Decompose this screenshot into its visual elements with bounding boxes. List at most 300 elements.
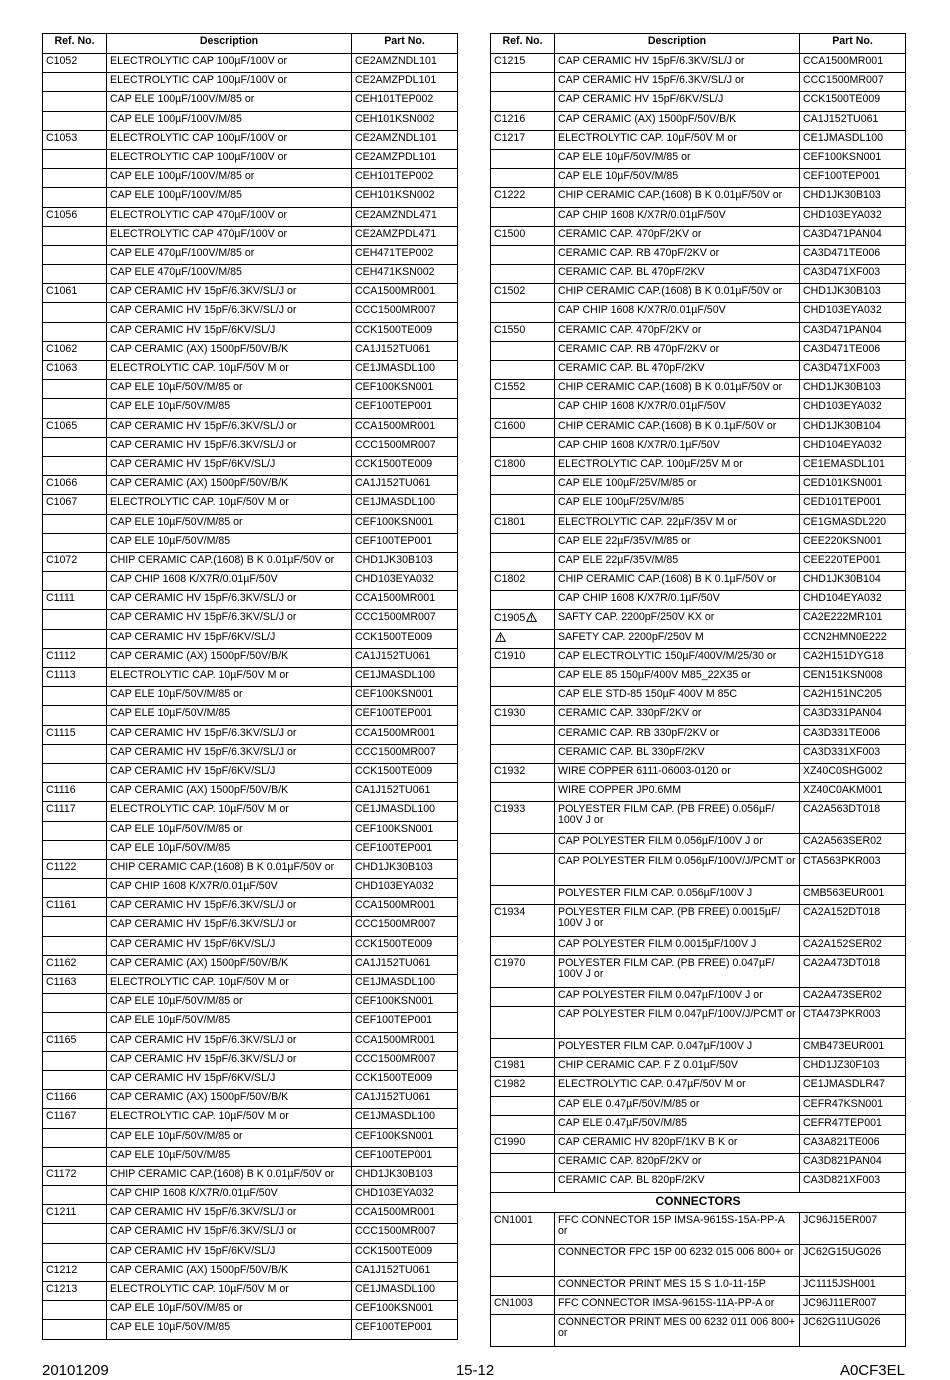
part-no-text: JC96J15ER007 <box>803 1213 878 1226</box>
description-cell <box>555 284 800 303</box>
ref-no-cell <box>491 418 555 437</box>
warning-triangle-icon <box>495 632 506 642</box>
part-no-cell <box>800 149 906 168</box>
part-no-text: CTA473PKR003 <box>803 1008 881 1021</box>
table-row <box>43 514 458 533</box>
table-row <box>43 361 458 380</box>
part-no-cell <box>352 1262 458 1281</box>
ref-no-cell <box>491 226 555 245</box>
description-cell <box>555 725 800 744</box>
part-no-cell <box>352 975 458 994</box>
description-text: CAP ELE 100µF/100V/M/85 <box>110 189 242 202</box>
ref-no-text: C1063 <box>46 362 78 374</box>
part-no-text: CA1J152TU061 <box>355 477 431 490</box>
description-text: CAP ELE 0.47µF/50V/M/85 or <box>558 1097 700 1110</box>
description-text: CAP ELE 22µF/35V/M/85 <box>558 553 679 566</box>
part-no-cell <box>800 904 906 936</box>
part-no-cell <box>352 245 458 264</box>
table-row <box>491 1058 906 1077</box>
part-no-text: JC62G15UG026 <box>803 1245 882 1258</box>
part-no-cell <box>800 456 906 475</box>
part-no-text: CA2H151DYG18 <box>803 649 884 662</box>
description-cell <box>107 111 352 130</box>
ref-no-cell <box>491 834 555 853</box>
part-no-text: CCK1500TE009 <box>355 323 433 336</box>
ref-no-cell <box>43 92 107 111</box>
ref-no-cell <box>491 514 555 533</box>
description-cell <box>555 418 800 437</box>
parts-table-left <box>42 33 458 1340</box>
description-text: ELECTROLYTIC CAP. 10µF/50V M or <box>110 1110 289 1123</box>
part-no-cell <box>352 552 458 571</box>
part-no-text: CTA563PKR003 <box>803 854 881 867</box>
ref-no-cell <box>491 380 555 399</box>
ref-no-cell <box>43 399 107 418</box>
description-cell <box>555 92 800 111</box>
table-row <box>491 987 906 1006</box>
table-row <box>491 1276 906 1295</box>
table-row <box>43 380 458 399</box>
part-no-cell <box>800 92 906 111</box>
table-row <box>43 687 458 706</box>
part-no-text: CCC1500MR007 <box>803 74 884 87</box>
description-cell <box>107 1013 352 1032</box>
description-text: CAP ELE 10µF/50V/M/85 <box>110 707 231 720</box>
connectors-section <box>491 1192 906 1212</box>
part-no-cell <box>800 725 906 744</box>
ref-no-cell <box>491 1115 555 1134</box>
description-cell <box>107 188 352 207</box>
description-text: CAP ELE 10µF/50V/M/85 or <box>110 688 243 701</box>
table-row <box>43 648 458 667</box>
description-text: CERAMIC CAP. RB 330pF/2KV or <box>558 726 720 739</box>
part-no-text: CE1JMASDL100 <box>355 1283 436 1295</box>
description-text: CAP CHIP 1608 K/X7R/0.01µF/50V <box>558 208 726 221</box>
part-no-text: CA3D471XF003 <box>803 362 881 374</box>
description-cell <box>107 994 352 1013</box>
part-no-cell <box>800 245 906 264</box>
table-row <box>43 1262 458 1281</box>
description-text: ELECTROLYTIC CAP. 10µF/50V M or <box>110 976 289 988</box>
part-no-text: CEF100TEP001 <box>355 707 433 720</box>
description-text: CERAMIC CAP. BL 820pF/2KV <box>558 1174 705 1187</box>
ref-no-cell <box>491 1096 555 1115</box>
ref-no-cell <box>491 1212 555 1244</box>
description-cell <box>555 1276 800 1295</box>
table-row <box>43 629 458 648</box>
part-no-cell <box>800 629 906 648</box>
description-text: CAP ELE 10µF/50V/M/85 or <box>110 381 243 394</box>
description-text: CAP CERAMIC HV 15pF/6KV/SL/J <box>110 457 276 470</box>
ref-no-cell <box>43 955 107 974</box>
ref-no-text: C1116 <box>46 784 76 797</box>
ref-no-cell <box>43 629 107 648</box>
table-row <box>491 73 906 92</box>
part-no-cell <box>352 322 458 341</box>
description-text: CAP CERAMIC HV 15pF/6.3KV/SL/J or <box>110 419 297 432</box>
ref-no-cell <box>491 130 555 149</box>
ref-no-cell <box>43 668 107 687</box>
part-no-text: CE1JMASDL100 <box>803 131 884 144</box>
header-description: Description <box>107 34 352 54</box>
part-no-cell <box>352 859 458 878</box>
part-no-text: CCK1500TE009 <box>803 93 881 106</box>
table-row <box>43 1301 458 1320</box>
description-text: CAP ELE 100µF/25V/M/85 or <box>558 477 697 490</box>
description-cell <box>555 955 800 987</box>
table-row <box>491 1173 906 1192</box>
part-no-text: CEF100TEP001 <box>355 841 433 854</box>
table-header-row <box>43 34 458 54</box>
part-no-text: CA1J152TU061 <box>355 649 431 662</box>
part-no-text: CEF100KSN001 <box>355 995 434 1008</box>
part-no-text: CEE220KSN001 <box>803 534 882 547</box>
part-no-text: CHD1JK30B103 <box>803 189 881 202</box>
description-text: CAP CHIP 1608 K/X7R/0.1µF/50V <box>558 592 720 605</box>
ref-no-text: C1061 <box>46 285 78 298</box>
part-no-cell <box>352 514 458 533</box>
description-text: CAP CHIP 1608 K/X7R/0.01µF/50V <box>110 573 278 586</box>
part-no-cell <box>352 265 458 284</box>
part-no-text: CCC1500MR007 <box>355 611 436 624</box>
table-row <box>43 303 458 322</box>
ref-no-text: C1165 <box>46 1033 77 1046</box>
table-row <box>43 476 458 495</box>
table-row <box>43 1282 458 1301</box>
part-no-cell <box>352 73 458 92</box>
ref-no-cell <box>43 322 107 341</box>
description-cell <box>107 859 352 878</box>
description-text: FFC CONNECTOR IMSA-9615S-11A-PP-A or <box>558 1296 775 1309</box>
ref-no-cell <box>491 476 555 495</box>
ref-no-cell <box>491 552 555 571</box>
part-no-text: CEF100TEP001 <box>803 170 881 183</box>
description-text: CAP CHIP 1608 K/X7R/0.1µF/50V <box>558 438 720 451</box>
ref-no-cell <box>43 763 107 782</box>
part-no-text: CA1J152TU061 <box>355 342 431 355</box>
description-text: CAP CERAMIC (AX) 1500pF/50V/B/K <box>110 784 289 797</box>
part-no-text: CA3D331XF003 <box>803 745 881 758</box>
part-no-cell <box>352 456 458 475</box>
table-row <box>491 1007 906 1039</box>
ref-no-cell <box>491 169 555 188</box>
part-no-cell <box>352 1147 458 1166</box>
description-cell <box>555 245 800 264</box>
part-no-text: CEF100KSN001 <box>355 688 434 701</box>
description-cell <box>555 303 800 322</box>
part-no-text: CHD103EYA032 <box>355 1187 434 1200</box>
description-cell <box>107 73 352 92</box>
ref-no-cell <box>491 399 555 418</box>
description-text: CAP ELE 10µF/50V/M/85 or <box>110 1302 243 1315</box>
part-no-text: CCA1500MR001 <box>355 899 436 912</box>
description-text: CHIP CERAMIC CAP.(1608) B K 0.01µF/50V or <box>558 189 783 202</box>
part-no-cell <box>800 130 906 149</box>
ref-no-cell <box>491 73 555 92</box>
table-row <box>43 111 458 130</box>
description-text: CAP CERAMIC (AX) 1500pF/50V/B/K <box>110 1263 289 1276</box>
part-no-text: CEF100KSN001 <box>355 1129 434 1142</box>
table-row <box>491 725 906 744</box>
ref-no-text: C1802 <box>494 573 526 586</box>
description-cell <box>555 1154 800 1173</box>
table-row <box>43 437 458 456</box>
part-no-cell <box>352 341 458 360</box>
table-row <box>491 648 906 667</box>
description-cell <box>107 54 352 73</box>
part-no-cell <box>352 92 458 111</box>
ref-no-text: C1067 <box>46 496 78 509</box>
ref-no-cell <box>491 265 555 284</box>
description-text: CERAMIC CAP. 330pF/2KV or <box>558 707 702 720</box>
part-no-text: CHD103EYA032 <box>355 880 434 893</box>
ref-no-cell <box>491 1154 555 1173</box>
ref-no-text: C1167 <box>46 1110 77 1123</box>
description-text: CAP CERAMIC (AX) 1500pF/50V/B/K <box>110 956 289 969</box>
part-no-text: CHD103EYA032 <box>803 400 882 413</box>
table-row <box>43 130 458 149</box>
description-text: CAP POLYESTER FILM 0.0015µF/100V J <box>558 937 757 950</box>
description-cell <box>555 1007 800 1039</box>
ref-no-cell <box>491 885 555 904</box>
part-no-text: CA2A152DT018 <box>803 905 881 918</box>
table-row <box>491 629 906 648</box>
description-cell <box>555 341 800 360</box>
table-row <box>491 552 906 571</box>
ref-no-text: C1910 <box>494 649 526 662</box>
description-text: ELECTROLYTIC CAP. 10µF/50V M or <box>110 669 289 681</box>
description-cell <box>107 533 352 552</box>
description-cell <box>555 668 800 687</box>
description-text: CAP CERAMIC HV 15pF/6.3KV/SL/J or <box>110 304 297 317</box>
part-no-text: CA3D471XF003 <box>803 266 881 279</box>
description-text: CHIP CERAMIC CAP.(1608) B K 0.1µF/50V or <box>558 573 777 586</box>
ref-no-cell <box>491 188 555 207</box>
table-row <box>491 54 906 73</box>
part-no-text: CCA1500MR001 <box>355 726 436 739</box>
table-row <box>43 1243 458 1262</box>
description-text: CHIP CERAMIC CAP. F Z 0.01µF/50V <box>558 1059 738 1072</box>
table-row <box>491 111 906 130</box>
part-no-text: CCC1500MR007 <box>355 438 436 451</box>
part-no-text: CA3D471TE006 <box>803 342 881 355</box>
part-no-cell <box>352 1282 458 1301</box>
description-text: ELECTROLYTIC CAP 100µF/100V or <box>110 131 288 144</box>
ref-no-cell <box>43 1051 107 1070</box>
part-no-text: CEN151KSN008 <box>803 669 883 681</box>
part-no-text: XZ40C0AKM001 <box>803 784 883 797</box>
warning-triangle-icon <box>526 612 537 622</box>
ref-no-cell <box>43 802 107 821</box>
description-cell <box>107 322 352 341</box>
table-row <box>43 725 458 744</box>
part-no-cell <box>800 1007 906 1039</box>
table-row <box>491 744 906 763</box>
description-text: CAP ELE 100µF/25V/M/85 <box>558 496 685 509</box>
ref-no-cell <box>491 591 555 610</box>
part-no-text: CEF100TEP001 <box>355 1014 433 1027</box>
ref-no-cell <box>491 1135 555 1154</box>
part-no-cell <box>800 706 906 725</box>
description-cell <box>107 591 352 610</box>
part-no-text: CHD1JK30B103 <box>803 381 881 394</box>
table-row <box>43 706 458 725</box>
part-no-cell <box>800 73 906 92</box>
description-cell <box>555 763 800 782</box>
table-row <box>43 1013 458 1032</box>
ref-no-text: C1990 <box>494 1136 526 1148</box>
ref-no-cell <box>491 456 555 475</box>
ref-no-cell <box>43 226 107 245</box>
part-no-text: CEH101TEP002 <box>355 93 434 106</box>
ref-no-text: C1905 <box>494 612 526 625</box>
table-row <box>491 130 906 149</box>
part-no-cell <box>352 1224 458 1243</box>
description-cell <box>107 1147 352 1166</box>
description-cell <box>555 834 800 853</box>
description-text: ELECTROLYTIC CAP 100µF/100V or <box>110 74 288 87</box>
table-row <box>43 284 458 303</box>
part-no-cell <box>352 54 458 73</box>
table-row <box>43 1051 458 1070</box>
description-cell <box>107 1282 352 1301</box>
description-cell <box>555 802 800 834</box>
description-text: CERAMIC CAP. BL 470pF/2KV <box>558 266 705 279</box>
part-no-cell <box>800 802 906 834</box>
part-no-text: CHD103EYA032 <box>803 208 882 221</box>
description-text: ELECTROLYTIC CAP. 22µF/35V M or <box>558 515 737 528</box>
description-cell <box>107 936 352 955</box>
description-text: CAP ELE STD-85 150µF 400V M 85C <box>558 688 738 701</box>
part-no-text: CEH471KSN002 <box>355 266 435 279</box>
ref-no-cell <box>491 648 555 667</box>
table-row <box>43 73 458 92</box>
description-cell <box>555 1295 800 1314</box>
description-text: CAP CERAMIC HV 15pF/6.3KV/SL/J or <box>110 745 297 758</box>
part-no-text: CEF100KSN001 <box>803 150 882 163</box>
part-no-cell <box>800 1314 906 1346</box>
part-no-cell <box>352 802 458 821</box>
ref-no-text: C1982 <box>494 1078 526 1091</box>
part-no-cell <box>800 265 906 284</box>
ref-no-text: C1981 <box>494 1059 526 1072</box>
parts-table-right <box>490 33 906 1347</box>
ref-no-text: C1502 <box>494 285 526 298</box>
description-cell <box>555 1173 800 1192</box>
ref-no-text: C1115 <box>46 726 76 739</box>
table-row <box>491 1295 906 1314</box>
part-no-text: CEF100KSN001 <box>355 822 434 835</box>
description-text: ELECTROLYTIC CAP. 10µF/50V M or <box>110 1283 289 1295</box>
part-no-text: CEF100KSN001 <box>355 381 434 394</box>
part-no-text: CHD1JK30B104 <box>803 419 881 432</box>
table-row <box>43 1320 458 1339</box>
ref-no-cell <box>491 904 555 936</box>
ref-no-cell <box>43 73 107 92</box>
part-no-text: CHD1JK30B103 <box>355 553 433 566</box>
part-no-text: CHD104EYA032 <box>803 592 882 605</box>
part-no-text: CEFR47KSN001 <box>803 1097 884 1110</box>
part-no-cell <box>352 821 458 840</box>
description-cell <box>107 514 352 533</box>
ref-no-cell <box>43 284 107 303</box>
part-no-cell <box>800 610 906 629</box>
description-text: CAP ELE 0.47µF/50V/M/85 <box>558 1116 687 1129</box>
part-no-text: CE2AMZPDL471 <box>355 227 437 240</box>
ref-no-cell <box>43 476 107 495</box>
part-no-cell <box>352 994 458 1013</box>
footer-page-number: 15-12 <box>455 1362 495 1379</box>
description-cell <box>107 245 352 264</box>
table-row <box>43 1070 458 1089</box>
table-row <box>43 763 458 782</box>
ref-no-cell <box>43 188 107 207</box>
description-cell <box>555 610 800 629</box>
description-cell <box>107 1243 352 1262</box>
part-no-text: CA2A563SER02 <box>803 835 882 848</box>
part-no-text: CCN2HMN0E222 <box>803 630 887 643</box>
description-cell <box>555 1135 800 1154</box>
part-no-text: CMB563EUR001 <box>803 886 885 899</box>
part-no-cell <box>800 495 906 514</box>
ref-no-cell <box>491 1314 555 1346</box>
ref-no-cell <box>43 380 107 399</box>
description-text: POLYESTER FILM CAP. 0.056µF/100V J <box>558 886 753 899</box>
ref-no-text: C1052 <box>46 55 78 67</box>
part-no-text: CA3D331TE006 <box>803 726 881 739</box>
part-no-text: CEH101KSN002 <box>355 112 435 125</box>
table-row <box>43 495 458 514</box>
description-text: CAP CERAMIC (AX) 1500pF/50V/B/K <box>110 1091 289 1104</box>
ref-no-cell <box>43 1032 107 1051</box>
table-row <box>43 1032 458 1051</box>
part-no-cell <box>800 1096 906 1115</box>
table-row <box>43 994 458 1013</box>
part-no-cell <box>352 744 458 763</box>
part-no-text: CA2A473DT018 <box>803 956 881 969</box>
footer-model-code: A0CF3EL <box>839 1362 905 1379</box>
part-no-text: CMB473EUR001 <box>803 1040 885 1053</box>
ref-no-text: C1801 <box>494 515 526 528</box>
description-text: ELECTROLYTIC CAP 470µF/100V or <box>110 208 288 221</box>
ref-no-text: C1933 <box>494 803 526 816</box>
table-row <box>491 1212 906 1244</box>
ref-no-cell <box>491 853 555 885</box>
part-no-cell <box>352 188 458 207</box>
description-cell <box>555 380 800 399</box>
table-row <box>491 591 906 610</box>
part-no-text: CCA1500MR001 <box>355 419 436 432</box>
description-cell <box>107 437 352 456</box>
ref-no-cell <box>43 821 107 840</box>
part-no-cell <box>352 1186 458 1205</box>
part-no-text: CE2AMZNDL101 <box>355 131 437 144</box>
ref-no-cell <box>491 744 555 763</box>
ref-no-cell <box>43 1186 107 1205</box>
part-no-cell <box>352 303 458 322</box>
part-no-cell <box>352 1301 458 1320</box>
ref-no-text: C1550 <box>494 323 526 336</box>
description-cell <box>555 169 800 188</box>
ref-no-cell <box>43 936 107 955</box>
part-no-cell <box>352 533 458 552</box>
ref-no-cell <box>43 917 107 936</box>
description-cell <box>107 744 352 763</box>
part-no-cell <box>800 668 906 687</box>
ref-no-cell <box>43 994 107 1013</box>
part-no-cell <box>800 341 906 360</box>
description-cell <box>107 917 352 936</box>
